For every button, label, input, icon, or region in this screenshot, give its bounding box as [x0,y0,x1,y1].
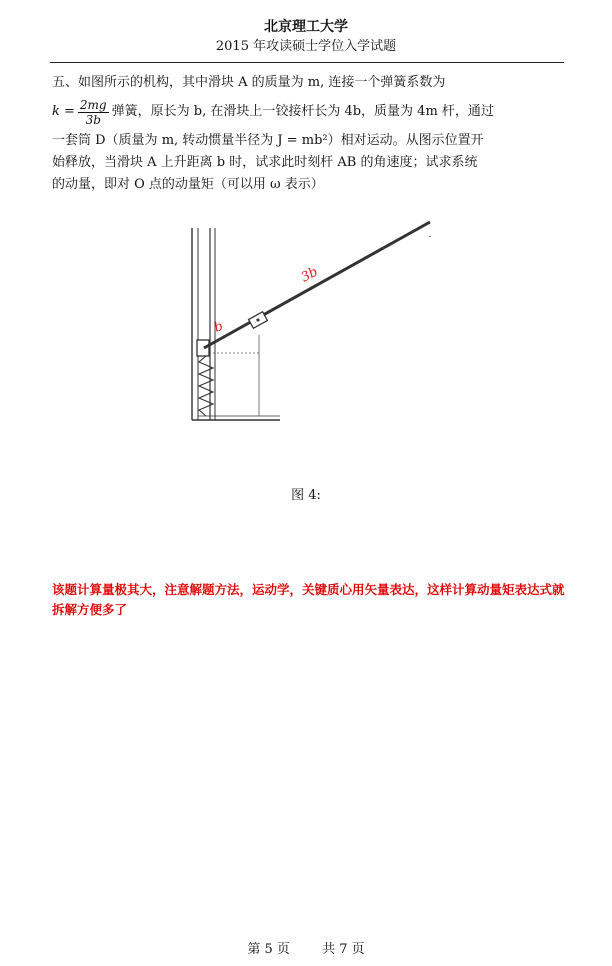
problem-text [52,72,564,196]
fraction-denominator: 3b [85,112,101,127]
label-3b: 3b [298,264,321,286]
page-header [0,18,612,55]
spring [199,356,213,416]
page-total: 共 7 页 [322,942,365,957]
sleeve-d [249,312,268,329]
slider-a [197,340,209,356]
page-number: 第 5 页 [247,942,290,957]
spring-constant-label: k = [52,104,75,119]
problem-line-4: 始释放，当滑块 A 上升距离 b 时，试求此时刻杆 AB 的角速度；试求系统 [52,155,478,170]
exam-title: 2015 年攻读硕士学位入学试题 [215,39,397,54]
figure-caption: 图 4: [291,488,321,503]
problem-line-1: 五、如图所示的机构，其中滑块 A 的质量为 m, 连接一个弹簧系数为 [52,75,446,90]
problem-line-2 [52,94,564,130]
annotation-note: 该题计算量极其大，注意解题方法，运动学，关键质心用矢量表达，这样计算动量矩表达式就拆解方便多了 [52,582,565,617]
rod-ab [204,222,430,348]
university-name: 北京理工大学 [264,19,348,35]
spring-constant-fraction [78,98,109,127]
page-footer [0,938,612,957]
problem-line-2-rest: 弹簧，原长为 b, 在滑块上一铰接杆长为 4b，质量为 4m 杆，通过 [111,104,494,119]
problem-line-3: 一套筒 D（质量为 m, 转动惯量半径为 J = mb²）相对运动。从图示位置开 [52,133,484,148]
mechanism-figure [180,220,440,430]
header-rule [50,62,564,63]
label-b: b [212,318,226,336]
problem-line-5: 的动量，即对 O 点的动量矩（可以用 ω 表示） [52,177,324,192]
fraction-numerator: 2mg [79,97,107,112]
